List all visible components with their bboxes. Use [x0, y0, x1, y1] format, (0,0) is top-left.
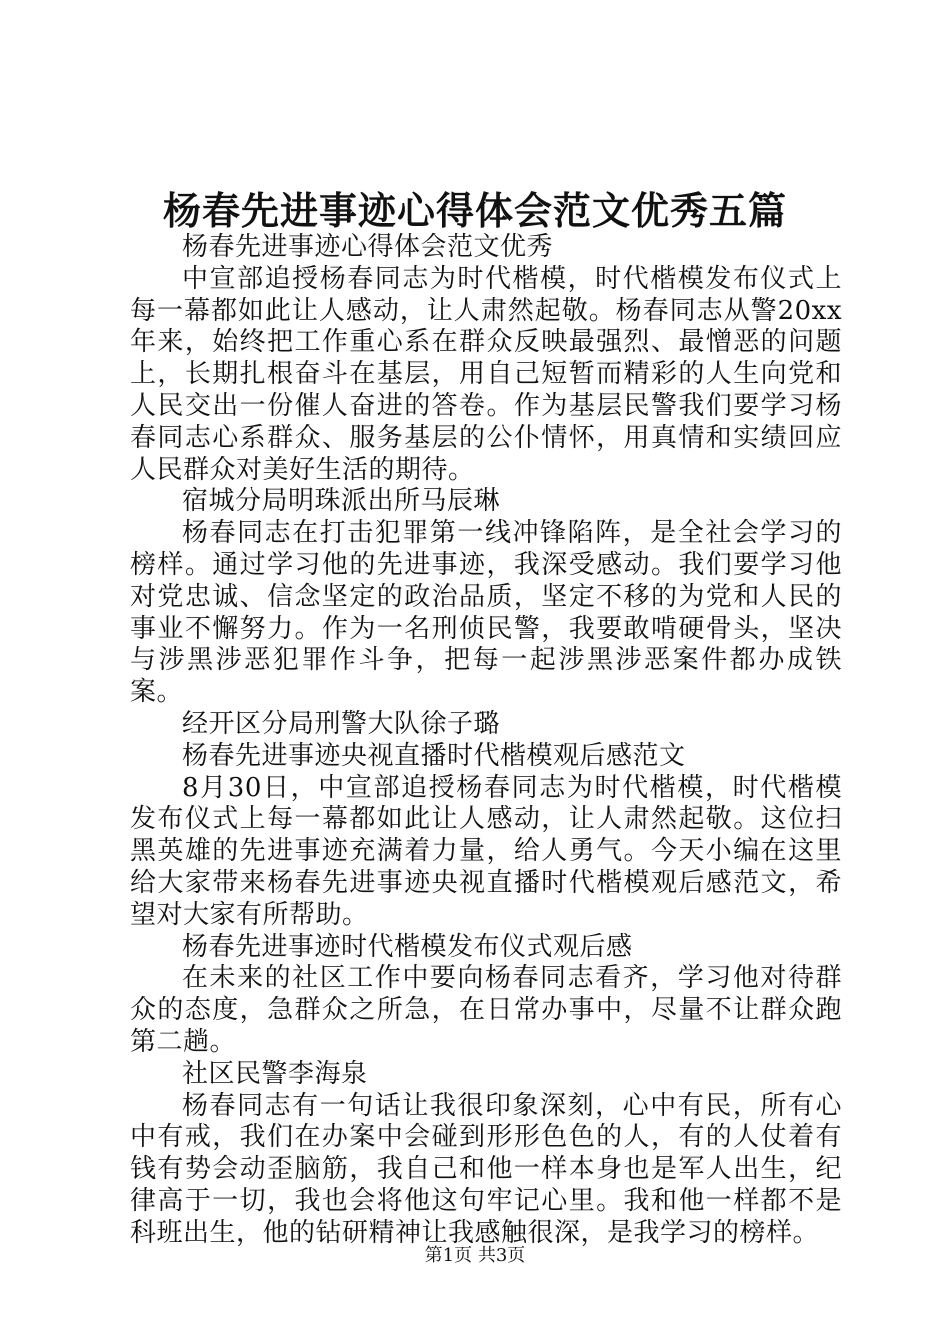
- paragraph: 在未来的社区工作中要向杨春同志看齐，学习他对待群众的态度，急群众之所急，在日常办事中，尽量不让群众跑第二趟。: [130, 963, 842, 1057]
- paragraph: 杨春先进事迹央视直播时代楷模观后感范文: [182, 740, 686, 771]
- document-body: [130, 232, 842, 1250]
- paragraph: 8月30日，中宣部追授杨春同志为时代楷模，时代楷模发布仪式上每一幕都如此让人感动，让人肃然起敬。这位扫黑英雄的先进事迹充满着力量，给人勇气。今天小编在这里给大家带来杨春先进事迹央视直播时代楷模观后感范文，希望对大家有所帮助。: [130, 772, 842, 930]
- paragraph: 杨春先进事迹心得体会范文优秀: [182, 232, 554, 262]
- paragraph: 宿城分局明珠派出所马辰琳: [182, 486, 501, 517]
- paragraph: 社区民警李海泉: [182, 1058, 368, 1089]
- paragraph: 中宣部追授杨春同志为时代楷模，时代楷模发布仪式上每一幕都如此让人感动，让人肃然起敬。杨春同志从警20xx年来，始终把工作重心系在群众反映最强烈、最憎恶的问题上，长期扎根奋斗在基层，用自己短暂而精彩的人生向党和人民交出一份催人奋进的答卷。作为基层民警我们要学习杨春同志心系群众、服务基层的公仆情怀，用真情和实绩回应人民群众对美好生活的期待。: [130, 263, 842, 485]
- paragraph: 杨春先进事迹时代楷模发布仪式观后感: [182, 931, 633, 962]
- document-title: 杨春先进事迹心得体会范文优秀五篇: [162, 188, 787, 233]
- page-footer: 第1页 共3页: [424, 1245, 526, 1266]
- paragraph: 杨春同志在打击犯罪第一线冲锋陷阵，是全社会学习的榜样。通过学习他的先进事迹，我深受感动。我们要学习他对党忠诚、信念坚定的政治品质，坚定不移的为党和人民的事业不懈努力。作为一名刑侦民警，我要敢啃硬骨头，坚决与涉黑涉恶犯罪作斗争，把每一起涉黑涉恶案件都办成铁案。: [130, 518, 842, 708]
- paragraph: 经开区分局刑警大队徐子璐: [182, 708, 501, 739]
- paragraph: 杨春同志有一句话让我很印象深刻，心中有民，所有心中有戒，我们在办案中会碰到形形色色的人，有的人仗着有钱有势会动歪脑筋，我自己和他一样本身也是军人出生，纪律高于一切，我也会将他这句牢记心里。我和他一样都不是科班出生，他的钻研精神让我感触很深，是我学习的榜样。: [130, 1090, 842, 1248]
